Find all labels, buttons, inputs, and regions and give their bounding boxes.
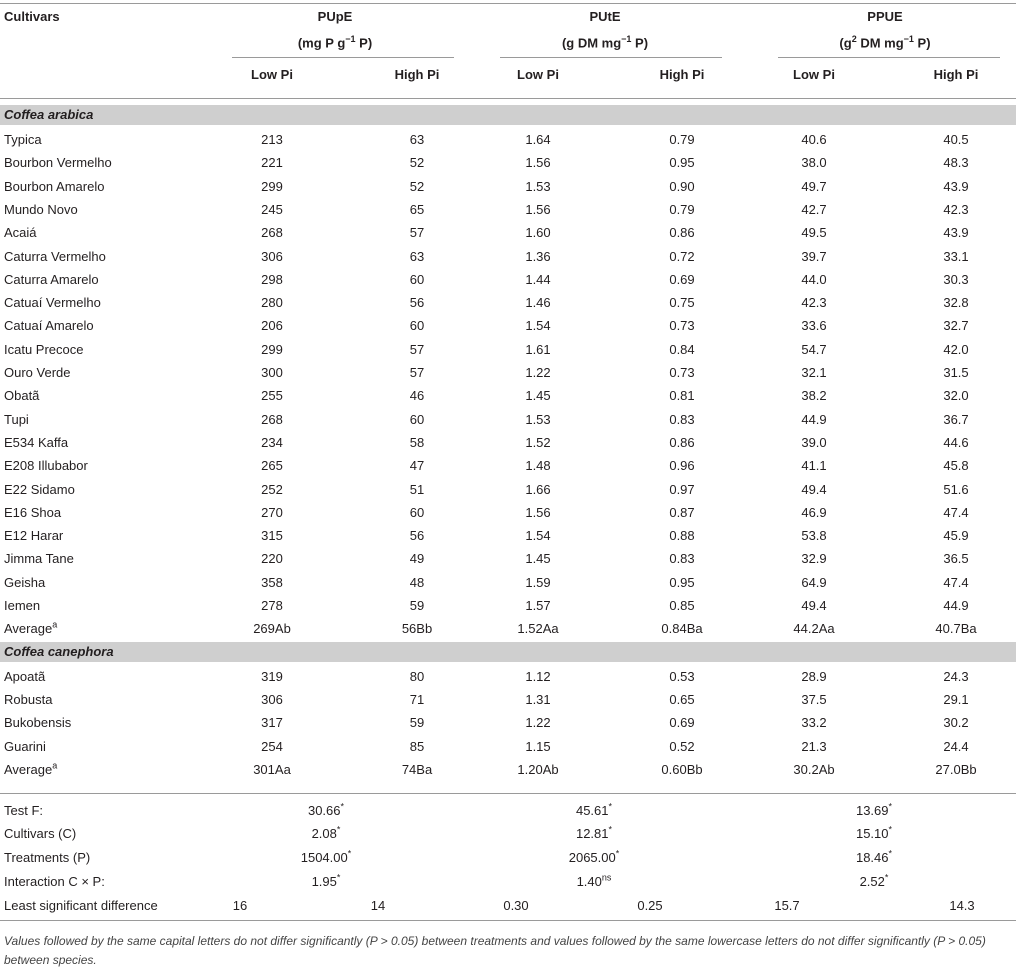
value-cell: 1.22: [525, 365, 551, 380]
value-cell: 49.7: [801, 178, 827, 194]
value-cell: 49: [409, 551, 425, 567]
value-cell: 44.6: [943, 434, 969, 450]
value-cell: 40.5: [943, 132, 969, 147]
value-cell: 39.0: [801, 434, 827, 450]
value-cell: 0.90: [669, 178, 695, 194]
subheader-pupe-low: Low Pi: [251, 67, 293, 82]
value-cell: 278: [261, 598, 283, 613]
value-cell: 1.54: [525, 318, 551, 334]
value-cell: 1.52: [525, 434, 551, 450]
stat-label: Treatments (P): [4, 850, 91, 865]
stat-value: 2.08*: [311, 824, 341, 841]
value-cell: 0.97: [669, 481, 695, 497]
table-row: [0, 198, 1016, 221]
cultivar-name: Acaiá: [4, 225, 37, 241]
value-cell: 1.12: [525, 668, 551, 684]
value-cell: 1.48: [525, 458, 551, 474]
value-cell: 60: [409, 318, 425, 334]
value-cell: 30.2Ab: [793, 761, 835, 777]
value-cell: 44.0: [801, 271, 827, 287]
table-row: [0, 454, 1016, 477]
value-cell: 74Ba: [401, 761, 433, 777]
table-row: [0, 571, 1016, 594]
value-cell: 42.3: [801, 295, 827, 311]
value-cell: 36.7: [943, 411, 969, 427]
value-cell: 53.8: [801, 528, 827, 544]
table-row: [0, 735, 1016, 758]
value-cell: 33.6: [801, 318, 827, 334]
value-cell: 1.66: [525, 481, 551, 497]
header-pupe: PUpE (mg P $g^{-1}$ P): [297, 9, 373, 51]
value-cell: 0.81: [669, 388, 695, 404]
cultivar-name: Geisha: [4, 574, 46, 590]
value-cell: 0.84: [669, 341, 695, 357]
header-cultivars: Cultivars: [4, 9, 60, 24]
value-cell: 0.95: [669, 155, 695, 171]
value-cell: 1.46: [525, 295, 551, 311]
value-cell: 1.45: [525, 388, 551, 404]
value-cell: 0.86: [669, 225, 695, 241]
value-cell: 306: [261, 248, 283, 264]
cultivar-name: Catuaí Amarelo: [4, 318, 94, 334]
stat-value: 1.95*: [311, 872, 341, 889]
stat-value: 2065.00*: [568, 848, 620, 865]
value-cell: 38.2: [801, 388, 827, 404]
value-cell: 44.9: [943, 598, 969, 613]
cultivar-name: Caturra Vermelho: [4, 248, 106, 264]
subheader-ppue-low: Low Pi: [793, 67, 835, 82]
table-row: [0, 128, 1016, 151]
value-cell: 52: [409, 155, 425, 171]
value-cell: 59: [409, 715, 425, 731]
value-cell: 301Aa: [253, 761, 291, 777]
value-cell: 0.86: [669, 434, 695, 450]
value-cell: 1.56: [525, 155, 551, 171]
cultivar-name: Mundo Novo: [4, 201, 78, 217]
value-cell: 28.9: [801, 668, 827, 684]
value-cell: 254: [261, 738, 283, 754]
cultivar-name: Average$^a$: [4, 619, 58, 637]
value-cell: 0.95: [669, 574, 695, 590]
cultivar-name: Ouro Verde: [4, 365, 71, 380]
stat-label: Cultivars (C): [4, 826, 77, 841]
value-cell: 315: [261, 528, 283, 544]
cultivar-name: E534 Kaffa: [4, 434, 69, 450]
value-cell: 37.5: [801, 691, 827, 707]
table-row: [0, 314, 1016, 337]
value-cell: 265: [261, 458, 283, 474]
value-cell: 63: [409, 248, 425, 264]
value-cell: 213: [261, 132, 283, 147]
cultivar-name: E208 Illubabor: [4, 458, 88, 474]
table-row: [0, 665, 1016, 688]
value-cell: 29.1: [943, 691, 969, 707]
stat-row: [0, 846, 1016, 870]
value-cell: 47: [409, 458, 425, 474]
lsd-value: 16: [232, 898, 248, 913]
value-cell: 0.65: [669, 691, 695, 707]
subheader-pute-low: Low Pi: [517, 67, 559, 82]
value-cell: 58: [409, 434, 425, 450]
value-cell: 220: [261, 551, 283, 567]
value-cell: 30.3: [943, 271, 969, 287]
value-cell: 0.73: [669, 318, 695, 334]
value-cell: 56Bb: [401, 621, 433, 637]
stat-value: $1.40^{ns}$: [576, 872, 612, 889]
value-cell: 0.79: [669, 201, 695, 217]
value-cell: 280: [261, 295, 283, 311]
stat-value: 45.61*: [575, 801, 613, 818]
value-cell: 56: [409, 528, 425, 544]
section-title: Coffea canephora: [4, 643, 114, 659]
value-cell: 39.7: [801, 248, 827, 264]
cultivar-name: Robusta: [4, 691, 53, 707]
cultivar-name: Bourbon Amarelo: [4, 178, 105, 194]
value-cell: 317: [261, 715, 283, 731]
lsd-value: 14: [370, 898, 386, 913]
value-cell: 1.57: [525, 598, 551, 613]
value-cell: 57: [409, 365, 425, 380]
cultivar-name: Iemen: [4, 598, 41, 613]
value-cell: 45.8: [943, 458, 969, 474]
value-cell: 1.52Aa: [517, 621, 559, 637]
value-cell: 63: [409, 132, 425, 147]
table-row: [0, 151, 1016, 174]
value-cell: 47.4: [943, 574, 969, 590]
lsd-label: Least significant difference: [4, 898, 158, 913]
value-cell: 269Ab: [253, 621, 291, 637]
value-cell: 1.22: [525, 715, 551, 731]
value-cell: 299: [261, 178, 283, 194]
value-cell: 0.52: [669, 738, 695, 754]
value-cell: 33.2: [801, 715, 827, 731]
value-cell: 51: [409, 481, 425, 497]
value-cell: 24.4: [943, 738, 969, 754]
value-cell: 234: [261, 434, 283, 450]
value-cell: 48: [409, 574, 425, 590]
value-cell: 1.31: [525, 691, 551, 707]
value-cell: 59: [409, 598, 425, 613]
section-header: [0, 105, 1016, 125]
value-cell: 252: [261, 481, 283, 497]
value-cell: 31.5: [943, 365, 969, 380]
value-cell: 32.7: [943, 318, 969, 334]
value-cell: 0.88: [669, 528, 695, 544]
value-cell: 46.9: [801, 504, 827, 520]
cultivar-name: Tupi: [4, 411, 29, 427]
value-cell: 30.2: [943, 715, 969, 731]
value-cell: 60: [409, 271, 425, 287]
value-cell: 1.20Ab: [517, 761, 559, 777]
value-cell: 38.0: [801, 155, 827, 171]
value-cell: 32.9: [801, 551, 827, 567]
value-cell: 43.9: [943, 178, 969, 194]
cultivar-name: Catuaí Vermelho: [4, 295, 101, 311]
stat-row: [0, 799, 1016, 823]
value-cell: 24.3: [943, 668, 969, 684]
value-cell: 1.56: [525, 504, 551, 520]
header-pute: PUtE (g DM $mg^{-1}$ P): [561, 9, 649, 51]
lsd-row: [0, 894, 1016, 918]
value-cell: 43.9: [943, 225, 969, 241]
table-row: [0, 338, 1016, 361]
value-cell: 44.9: [801, 411, 827, 427]
value-cell: 49.4: [801, 598, 827, 613]
cultivar-name: Apoatã: [4, 668, 46, 684]
value-cell: 54.7: [801, 341, 827, 357]
table-row: [0, 594, 1016, 617]
value-cell: 60: [409, 411, 425, 427]
value-cell: 299: [261, 341, 283, 357]
cultivar-name: Average$^a$: [4, 760, 58, 777]
cultivar-name: E16 Shoa: [4, 504, 62, 520]
value-cell: 40.7Ba: [935, 621, 977, 637]
value-cell: 221: [261, 155, 283, 171]
lsd-value: 15.7: [774, 898, 800, 913]
table-row: [0, 688, 1016, 711]
value-cell: 64.9: [801, 574, 827, 590]
value-cell: 1.15: [525, 738, 551, 754]
value-cell: 298: [261, 271, 283, 287]
value-cell: 1.56: [525, 201, 551, 217]
value-cell: 1.53: [525, 411, 551, 427]
value-cell: 1.53: [525, 178, 551, 194]
value-cell: 80: [409, 668, 425, 684]
value-cell: 32.8: [943, 295, 969, 311]
section-title: Coffea arabica: [4, 107, 94, 122]
stat-value: 2.52*: [859, 872, 889, 889]
cultivar-name: E22 Sidamo: [4, 481, 75, 497]
value-cell: 32.0: [943, 388, 969, 404]
stat-label: Test F:: [4, 803, 44, 818]
table-footnote: Values followed by the same capital letters do not differ significantly (P > 0.05) between treatments and values followed by the same lowercase letters do not differ significantly (P > 0.05) between species.: [4, 934, 986, 967]
table-row: [0, 547, 1016, 570]
value-cell: 60: [409, 504, 425, 520]
stat-value: 18.46*: [855, 848, 893, 865]
table-row: [0, 268, 1016, 291]
table-row: [0, 408, 1016, 431]
value-cell: 268: [261, 411, 283, 427]
value-cell: 300: [261, 365, 283, 380]
cultivar-name: Caturra Amarelo: [4, 271, 99, 287]
value-cell: 48.3: [943, 155, 969, 171]
value-cell: 49.5: [801, 225, 827, 241]
table-row: [0, 478, 1016, 501]
value-cell: 27.0Bb: [935, 761, 977, 777]
table-row: [0, 221, 1016, 244]
value-cell: 358: [261, 574, 283, 590]
header-ppue: PPUE ($g^2$ DM $mg^{-1}$ P): [839, 9, 931, 51]
stat-label: Interaction C × P:: [4, 874, 105, 889]
cultivar-name: Bourbon Vermelho: [4, 155, 112, 171]
value-cell: 0.83: [669, 411, 695, 427]
value-cell: 1.59: [525, 574, 551, 590]
value-cell: 255: [261, 388, 283, 404]
value-cell: 45.9: [943, 528, 969, 544]
value-cell: 46: [409, 388, 425, 404]
value-cell: 47.4: [943, 504, 969, 520]
table-row: [0, 524, 1016, 547]
value-cell: 1.44: [525, 271, 551, 287]
stat-value: 1504.00*: [300, 848, 352, 865]
value-cell: 52: [409, 178, 425, 194]
stat-row: [0, 870, 1016, 894]
table-row: [0, 245, 1016, 268]
value-cell: 0.69: [669, 271, 695, 287]
lsd-value: 0.25: [637, 898, 663, 913]
lsd-value: 14.3: [949, 898, 975, 913]
value-cell: 42.3: [943, 201, 969, 217]
value-cell: 1.61: [525, 341, 551, 357]
value-cell: 0.85: [669, 598, 695, 613]
section-header: [0, 642, 1016, 662]
cultivar-name: Typica: [4, 132, 42, 147]
value-cell: 57: [409, 225, 425, 241]
value-cell: 0.60Bb: [661, 761, 703, 777]
value-cell: 0.72: [669, 248, 695, 264]
value-cell: 0.53: [669, 668, 695, 684]
stat-value: 30.66*: [307, 801, 345, 818]
stat-value: 13.69*: [855, 801, 893, 818]
value-cell: 42.0: [943, 341, 969, 357]
table-row: [0, 291, 1016, 314]
table-row: [0, 501, 1016, 524]
average-row: [0, 617, 1016, 640]
table-row: [0, 384, 1016, 407]
value-cell: 1.45: [525, 551, 551, 567]
value-cell: 245: [261, 201, 283, 217]
value-cell: 268: [261, 225, 283, 241]
value-cell: 1.54: [525, 528, 551, 544]
stat-value: 12.81*: [575, 824, 613, 841]
value-cell: 1.60: [525, 225, 551, 241]
value-cell: 57: [409, 341, 425, 357]
subheader-pute-high: High Pi: [659, 67, 705, 82]
value-cell: 42.7: [801, 201, 827, 217]
value-cell: 0.69: [669, 715, 695, 731]
cultivar-name: Icatu Precoce: [4, 341, 84, 357]
value-cell: 36.5: [943, 551, 969, 567]
value-cell: 85: [409, 738, 425, 754]
subheader-pupe-high: High Pi: [394, 67, 440, 82]
cultivar-name: Jimma Tane: [4, 551, 74, 567]
value-cell: 0.87: [669, 504, 695, 520]
value-cell: 306: [261, 691, 283, 707]
cultivar-name: Bukobensis: [4, 715, 72, 731]
cultivar-name: Obatã: [4, 388, 40, 404]
table-row: [0, 175, 1016, 198]
value-cell: 0.73: [669, 365, 695, 380]
value-cell: 71: [409, 691, 425, 707]
value-cell: 56: [409, 295, 425, 311]
cultivar-name: E12 Harar: [4, 528, 64, 544]
value-cell: 21.3: [801, 738, 827, 754]
value-cell: 0.75: [669, 295, 695, 311]
value-cell: 0.79: [669, 132, 695, 147]
value-cell: 1.64: [525, 132, 551, 147]
stat-row: [0, 822, 1016, 846]
subheader-ppue-high: High Pi: [933, 67, 979, 82]
value-cell: 33.1: [943, 248, 969, 264]
value-cell: 65: [409, 201, 425, 217]
value-cell: 270: [261, 504, 283, 520]
value-cell: 0.83: [669, 551, 695, 567]
value-cell: 51.6: [943, 481, 969, 497]
value-cell: 206: [261, 318, 283, 334]
table-row: [0, 711, 1016, 734]
value-cell: 1.36: [525, 248, 551, 264]
value-cell: 0.84Ba: [661, 621, 703, 637]
average-row: [0, 758, 1016, 781]
value-cell: 41.1: [801, 458, 827, 474]
value-cell: 0.96: [669, 458, 695, 474]
lsd-value: 0.30: [503, 898, 529, 913]
value-cell: 44.2Aa: [793, 621, 835, 637]
value-cell: 49.4: [801, 481, 827, 497]
table-row: [0, 431, 1016, 454]
value-cell: 32.1: [801, 365, 827, 380]
value-cell: 40.6: [801, 132, 827, 147]
cultivar-name: Guarini: [4, 738, 46, 754]
stat-value: 15.10*: [855, 824, 893, 841]
value-cell: 319: [261, 668, 283, 684]
table-row: [0, 361, 1016, 384]
